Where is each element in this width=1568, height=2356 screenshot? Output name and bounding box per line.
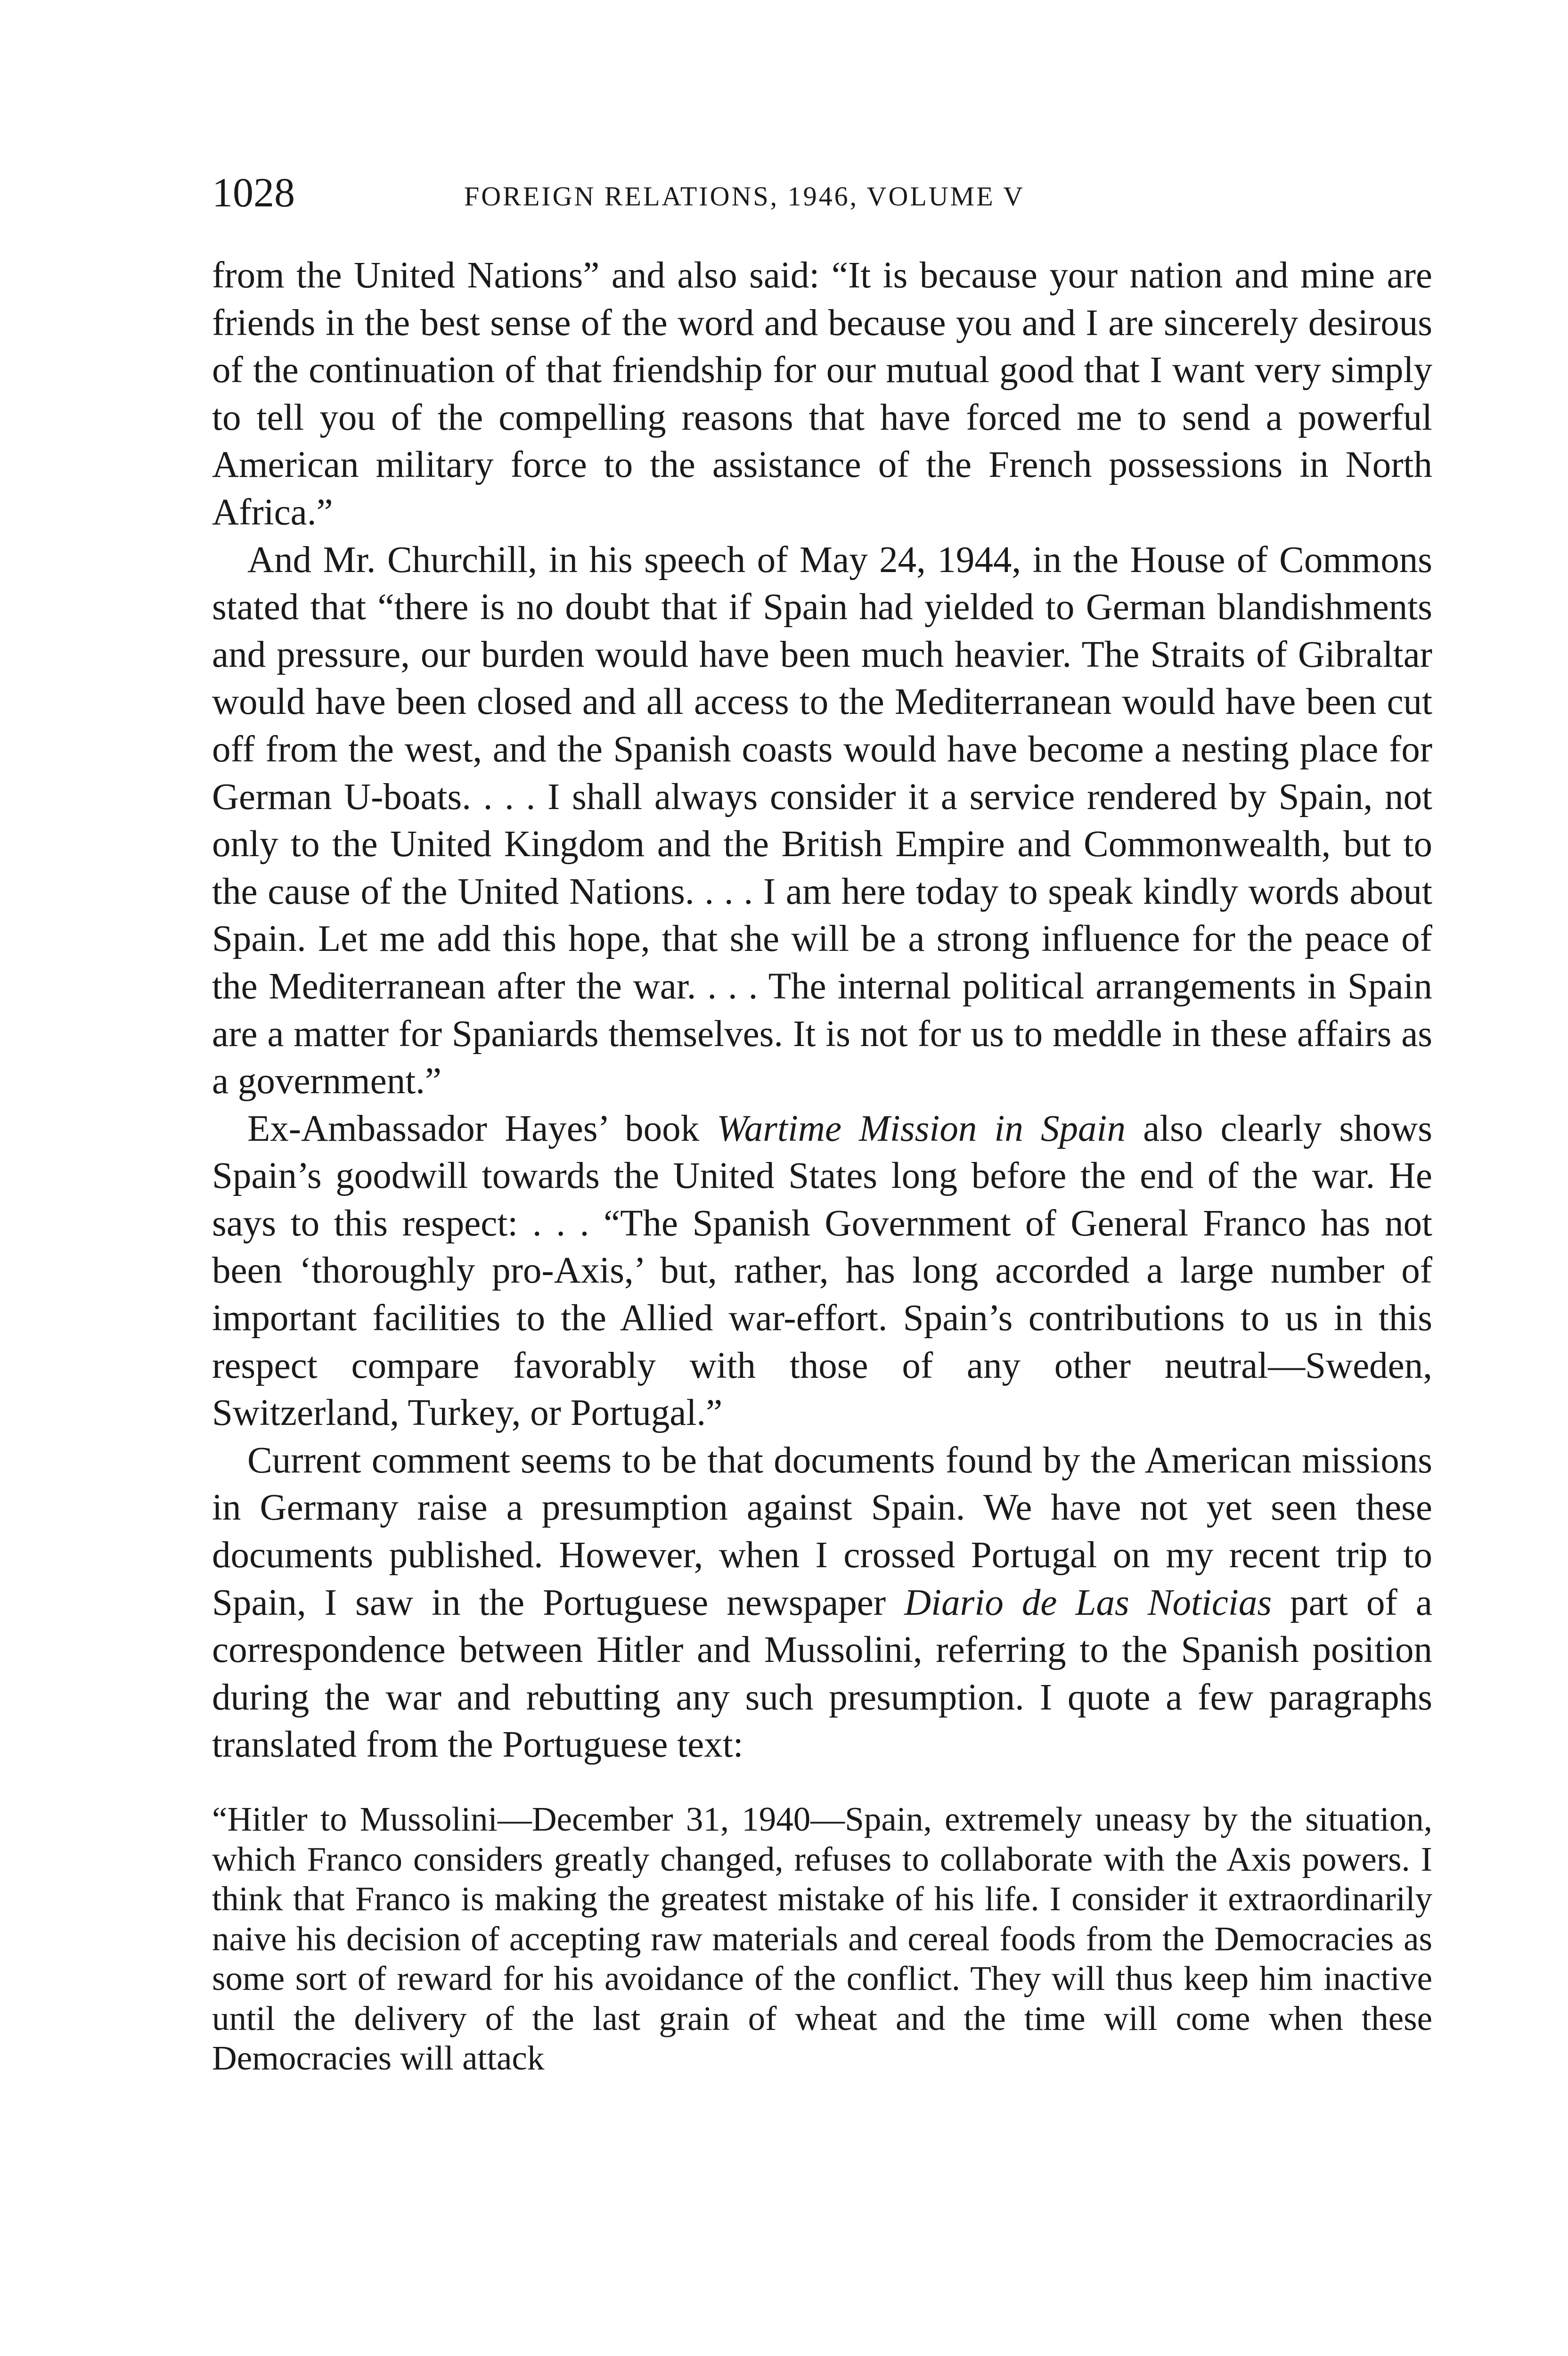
paragraph-churchill: And Mr. Churchill, in his speech of May 24, 1944, in the House of Commons stated that “there is no doubt that if Spain had yielded to German blandishments and pressure, our burden would have been much heavier. The Straits of Gibraltar would have been closed and all access to the Mediterranean would have been cut off from the west, and the Spanish coasts would have become a nesting place for German U-boats. . . . I shall always consider it a service rendered by Spain, not only to the United Kingdom and the British Empire and Commonwealth, but to the cause of the United Nations. . . . I am here today to speak kindly words about Spain. Let me add this hope, that she will be a strong influence for the peace of the Mediterranean after the war. . . . The internal political arrangements in Spain are a matter for Spaniards themselves. It is not for us to meddle in these affairs as a government.” bbox=[212, 539, 1432, 1102]
body-text bbox=[212, 252, 1432, 2078]
paragraph-hayes bbox=[212, 1105, 1432, 1437]
paragraph-continuation: from the United Nations” and also said: “It is because your nation and mine are friends in the best sense of the word and because you and I are sincerely desirous of the continuation of that friendship for our mutual good that I want very simply to tell you of the compelling reasons that have forced me to send a powerful American military force to the assistance of the French possessions in North Africa.” bbox=[212, 255, 1432, 533]
paragraph-hayes-text-start: Ex-Ambassador Hayes’ book bbox=[247, 1108, 717, 1149]
page-number: 1028 bbox=[212, 170, 295, 216]
running-title: FOREIGN RELATIONS, 1946, VOLUME V bbox=[464, 181, 1025, 212]
paragraph-current-comment bbox=[212, 1437, 1432, 1769]
paragraph-hayes-text-end: also clearly shows Spain’s goodwill towards the United States long before the end of the war. He says to this respect: . . . “The Spanish Government of General Franco has not been ‘thoroughly pro-Axis,’ but, rather, has long accorded a large number of important facilities to the Allied war-effort. Spain’s contributions to us in this respect compare favorably with those of any other neutral—Sweden, Switzerland, Turkey, or Portugal.” bbox=[212, 1108, 1432, 1434]
running-head bbox=[212, 167, 1437, 219]
paragraph-comment-text-start: Current comment seems to be that documents found by the American missions in Germany raise a presumption against Spain. We have not yet seen these documents published. However, when I crossed Portugal on my recent trip to Spain, I saw in the Portuguese newspaper bbox=[212, 1440, 1432, 1623]
newspaper-title: Diario de Las Noticias bbox=[904, 1582, 1272, 1623]
block-quote-hitler-letter: “Hitler to Mussolini—December 31, 1940—Spain, extremely uneasy by the situation, which Franco considers greatly changed, refuses to collaborate with the Axis powers. I think that Franco is making the greatest mistake of his life. I consider it extraordinarily naive his decision of accepting raw materials and cereal foods from the Democracies as some sort of reward for his avoidance of the conflict. They will thus keep him inactive until the delivery of the last grain of wheat and the time will come when these Democracies will attack bbox=[212, 1800, 1432, 2077]
book-title: Wartime Mission in Spain bbox=[717, 1108, 1126, 1149]
paragraph-comment-text-end: part of a correspondence between Hitler and Mussolini, referring to the Spanish position during the war and rebutting any such presumption. I quote a few paragraphs translated from the Portuguese text: bbox=[212, 1582, 1432, 1766]
